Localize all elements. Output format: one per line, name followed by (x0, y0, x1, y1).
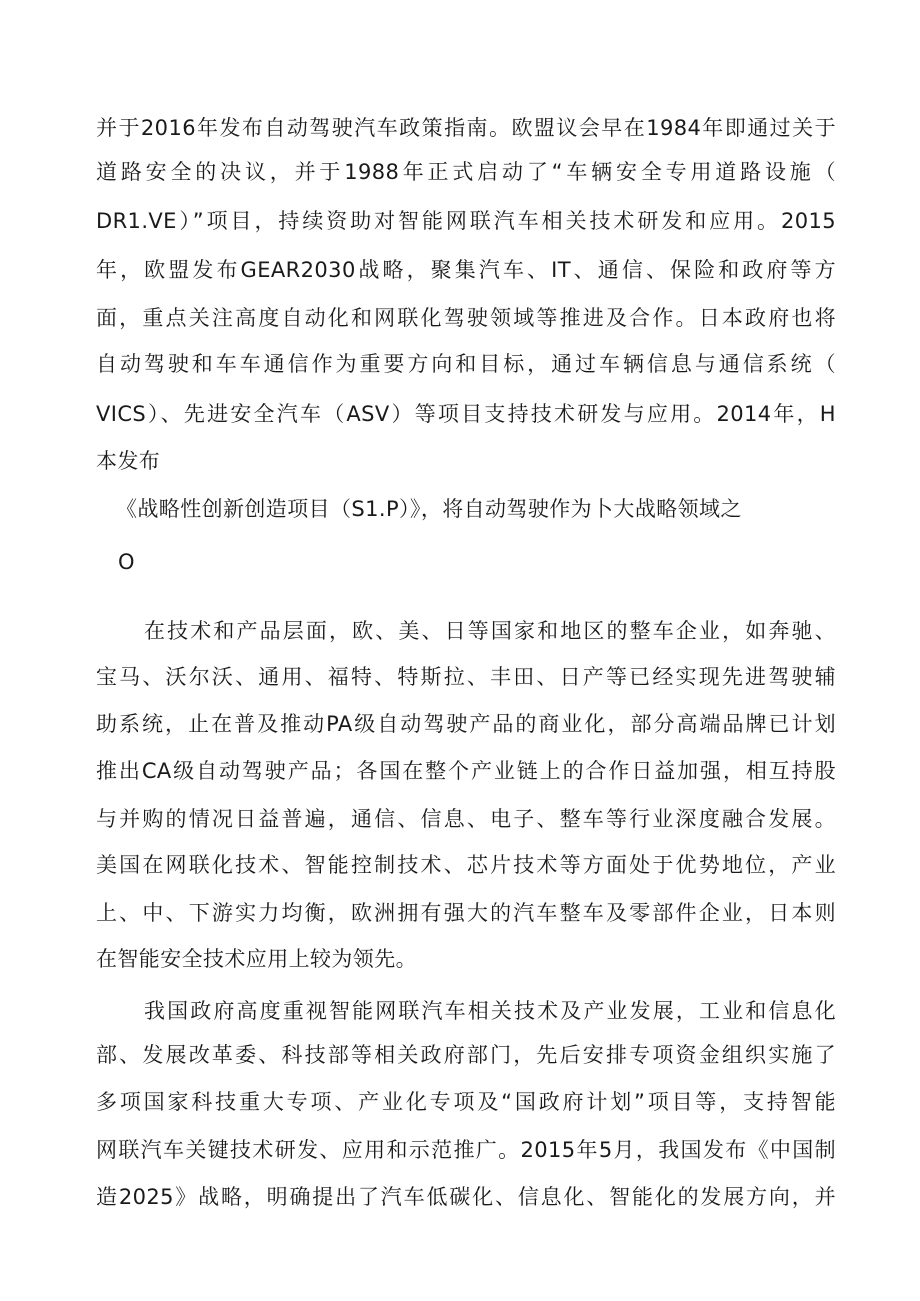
text-line: 助系统，止在普及推动PA级自动驾驶产品的商业化，部分高端品牌已计划 (96, 712, 836, 736)
text-line: 自动驾驶和车车通信作为重要方向和目标，通过车辆信息与通信系统（ (96, 352, 836, 376)
text-line: 道路安全的决议，并于1988年正式启动了“车辆安全专用道路设施（ (96, 160, 836, 184)
text-line: 上、中、下游实力均衡，欧洲拥有强大的汽车整车及零部件企业，日本则 (96, 901, 836, 925)
text-line: VICS）、先进安全汽车（ASV）等项目支持技术研发与应用。2014年，H (96, 402, 836, 426)
text-line: 美国在网联化技术、智能控制技术、芯片技术等方面处于优势地位，产业 (96, 853, 836, 877)
text-line: 推出CA级自动驾驶产品；各国在整个产业链上的合作日益加强，相互持股 (96, 759, 836, 783)
text-line: 本发布 (96, 449, 161, 473)
text-line: 并于2016年发布自动驾驶汽车政策指南。欧盟议会早在1984年即通过关于 (96, 116, 836, 140)
text-line: 《战略性创新创造项目（S1.P）》，将自动驾驶作为卜大战略领域之 (116, 497, 742, 521)
text-line: 在技术和产品层面，欧、美、日等国家和地区的整车企业，如奔驰、 (144, 619, 836, 643)
text-line: 多项国家科技重大专项、产业化专项及“国政府计划”项目等，支持智能 (96, 1090, 836, 1114)
text-line: 宝马、沃尔沃、通用、福特、特斯拉、丰田、日产等已经实现先进驾驶辅 (96, 665, 836, 689)
text-line: 面，重点关注高度自动化和网联化驾驶领域等推进及合作。日本政府也将 (96, 306, 836, 330)
text-line: 在智能安全技术应用上较为领先。 (96, 947, 417, 971)
text-line: 与并购的情况日益普遍，通信、信息、电子、整车等行业深度融合发展。 (96, 807, 836, 831)
text-line: DR1.VE）”项目，持续资助对智能网联汽车相关技术研发和应用。2015 (96, 209, 836, 233)
text-line: 造2025》战略，明确提出了汽车低碳化、信息化、智能化的发展方向，并 (96, 1185, 836, 1209)
text-line: 年，欧盟发布GEAR2030战略，聚集汽车、IT、通信、保险和政府等方 (96, 258, 836, 282)
text-line: 我国政府高度重视智能网联汽车相关技术及产业发展，工业和信息化 (144, 999, 836, 1023)
text-line: 网联汽车关键技术研发、应用和示范推广。2015年5月，我国发布《中国制 (96, 1138, 836, 1162)
text-line: 部、发展改革委、科技部等相关政府部门，先后安排专项资金组织实施了 (96, 1043, 836, 1067)
text-line: O (118, 550, 135, 574)
